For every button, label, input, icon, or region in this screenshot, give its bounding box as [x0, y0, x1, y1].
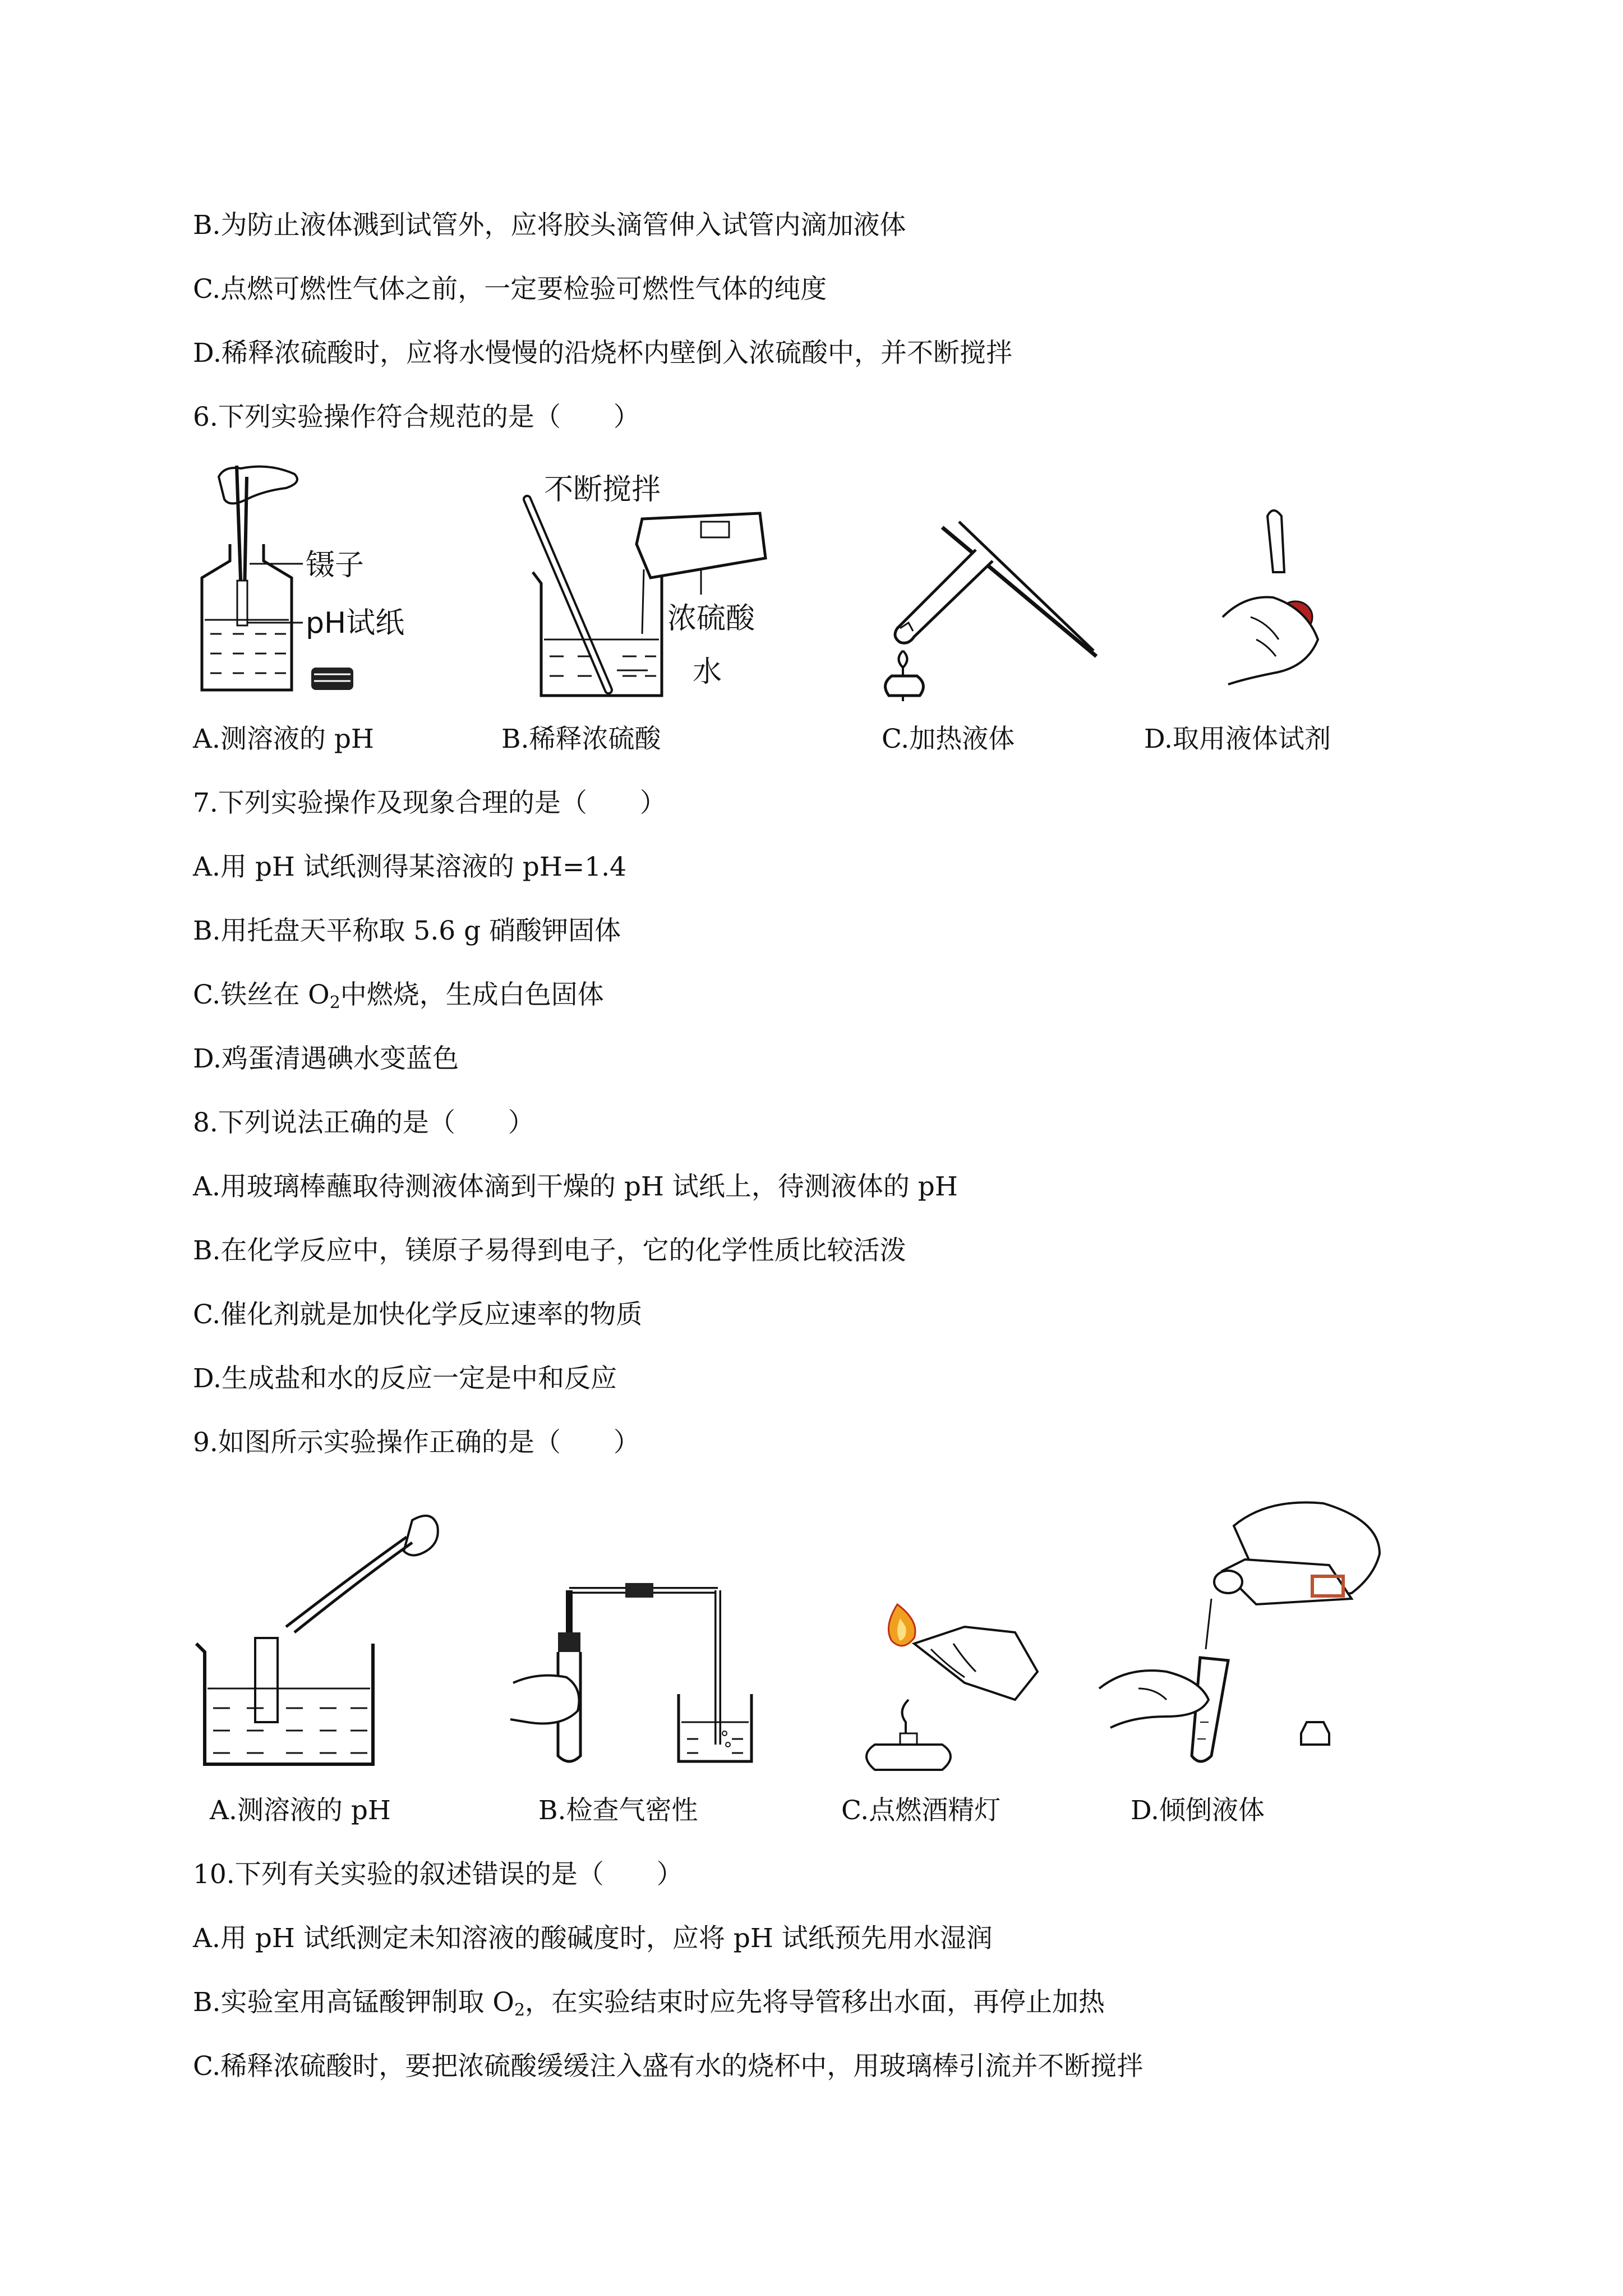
- figure-9a-ph-measure: [191, 1503, 460, 1773]
- option-10c: C.稀释浓硫酸时，要把浓硫酸缓缓注入盛有水的烧杯中，用玻璃棒引流并不断搅拌: [193, 2051, 1144, 2082]
- label-water: 水: [693, 655, 722, 689]
- question-6-stem: 6.下列实验操作符合规范的是（ ）: [193, 402, 640, 432]
- caption-6b: B.稀释浓硫酸: [501, 724, 661, 754]
- label-acid: 浓硫酸: [667, 602, 755, 636]
- caption-9b: B.检查气密性: [538, 1795, 698, 1826]
- option-line-5d: D.稀释浓硫酸时，应将水慢慢的沿烧杯内壁倒入浓硫酸中，并不断搅拌: [193, 338, 1012, 369]
- option-8b: B.在化学反应中，镁原子易得到电子，它的化学性质比较活泼: [193, 1235, 906, 1266]
- option-line-5b: B.为防止液体溅到试管外，应将胶头滴管伸入试管内滴加液体: [193, 210, 906, 241]
- option-7d: D.鸡蛋清遇碘水变蓝色: [193, 1043, 459, 1074]
- option-7c: C.铁丝在 $O_2$中燃烧，生成白色固体: [193, 979, 604, 1013]
- caption-6d: D.取用液体试剂: [1144, 724, 1331, 754]
- label-ph-paper: pH试纸: [306, 606, 405, 640]
- figure-6d-dropper: [1206, 505, 1413, 707]
- option-10b: B.实验室用高锰酸钾制取 $O_2$，在实验结束时应先将导管移出水面，再停止加热: [193, 1987, 1105, 2020]
- figure-6a-ph-measure: [185, 454, 437, 707]
- option-line-5c: C.点燃可燃性气体之前，一定要检验可燃性气体的纯度: [193, 274, 827, 305]
- question-9-stem: 9.如图所示实验操作正确的是（ ）: [193, 1427, 640, 1458]
- caption-6a: A.测溶液的 pH: [193, 724, 374, 754]
- caption-9c: C.点燃酒精灯: [841, 1795, 1001, 1826]
- question-10-stem: 10.下列有关实验的叙述错误的是（ ）: [193, 1859, 683, 1890]
- option-8a: A.用玻璃棒蘸取待测液体滴到干燥的 pH 试纸上，待测液体的 pH: [193, 1171, 958, 1202]
- caption-9d: D.倾倒液体: [1131, 1795, 1265, 1826]
- figure-6b-dilute-acid: [516, 466, 796, 701]
- label-stir: 不断搅拌: [544, 473, 661, 507]
- option-7b: B.用托盘天平称取 5.6 g 硝酸钾固体: [193, 915, 621, 946]
- figure-6c-heat-liquid: [875, 516, 1110, 707]
- caption-6c: C.加热液体: [882, 724, 1015, 754]
- option-7a: A.用 pH 试纸测得某溶液的 pH=1.4: [193, 852, 626, 882]
- option-10a: A.用 pH 试纸测定未知溶液的酸碱度时，应将 pH 试纸预先用水湿润: [193, 1923, 993, 1954]
- question-8-stem: 8.下列说法正确的是（ ）: [193, 1107, 534, 1138]
- figure-9b-airtightness: [505, 1582, 785, 1773]
- option-8d: D.生成盐和水的反应一定是中和反应: [193, 1363, 617, 1394]
- figure-9d-pour-liquid: [1088, 1487, 1402, 1778]
- figure-9c-light-lamp: [852, 1593, 1066, 1773]
- question-7-stem: 7.下列实验操作及现象合理的是（ ）: [193, 788, 666, 818]
- option-8c: C.催化剂就是加快化学反应速率的物质: [193, 1299, 643, 1330]
- caption-9a: A.测溶液的 pH: [210, 1795, 391, 1826]
- label-tweezers: 镊子: [306, 549, 365, 582]
